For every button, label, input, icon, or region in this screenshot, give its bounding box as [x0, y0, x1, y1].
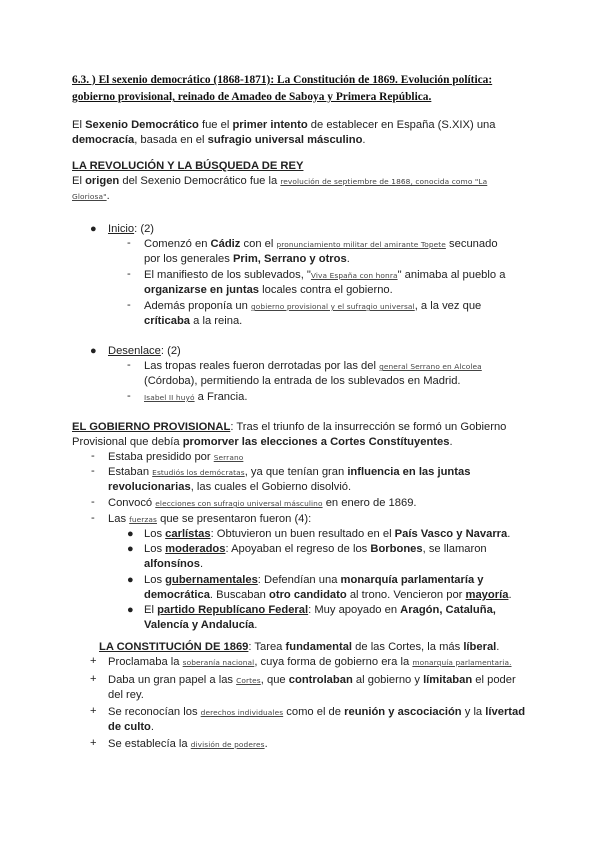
- gobierno-item-3: [108, 496, 417, 511]
- plus-marker: +: [90, 673, 97, 685]
- bold-text: primer intento: [232, 119, 308, 131]
- bold-text: otro candidato: [269, 589, 347, 601]
- text: .: [362, 134, 366, 146]
- bold-text: fundamental: [285, 641, 353, 653]
- bold-text: carlístas: [165, 528, 211, 540]
- bold-text: sufragio universal másculino: [207, 134, 363, 146]
- text: Los: [144, 574, 166, 586]
- text: El: [144, 604, 158, 616]
- bullet-circle: ●: [127, 543, 134, 555]
- fuerza-moderados: [144, 542, 534, 572]
- text: Los: [144, 543, 166, 555]
- bold-text: controlaban: [288, 674, 353, 686]
- handwritten-annotation: revolución de septiembre de 1868, conocida como "La: [280, 177, 488, 186]
- handwritten-annotation: división de poderes: [190, 740, 265, 749]
- text: .: [150, 721, 154, 733]
- handwritten-annotation: derechos individuales: [200, 708, 284, 717]
- section-heading-revolucion: LA REVOLUCIÓN Y LA BÚSQUEDA DE REY: [72, 160, 304, 172]
- section-heading-constitucion: LA CONSTITUCIÓN DE 1869: [99, 641, 249, 653]
- text: de las Cortes, la más: [352, 641, 464, 653]
- text: , se llamaron: [422, 543, 487, 555]
- bold-text: de culto: [108, 721, 151, 733]
- text: Las tropas reales fueron derrotadas por las del: [144, 360, 380, 372]
- bold-text: democrática: [144, 589, 210, 601]
- text: , cuya forma de gobierno era la: [254, 656, 413, 668]
- text: : Tras el triunfo de la insurrección se formó un Gobierno: [230, 421, 507, 433]
- bold-text: democracía: [72, 134, 135, 146]
- text: .: [346, 253, 350, 265]
- text: Desenlace: [108, 345, 161, 357]
- text: el poder: [472, 674, 516, 686]
- bold-text: lívertad: [485, 706, 526, 718]
- text: Proclamaba la: [108, 656, 183, 668]
- text: : Muy apoyado en: [308, 604, 401, 616]
- handwritten-annotation: gobierno provisional y el sufragio universal: [250, 302, 415, 311]
- text: .: [264, 738, 268, 750]
- constitucion-item-1: [108, 655, 512, 670]
- text: " animaba al pueblo a: [397, 269, 506, 281]
- bold-text: críticaba: [144, 315, 191, 327]
- handwritten-annotation: pronunciamiento militar del amirante Topete: [276, 240, 446, 249]
- bold-text: Aragón, Cataluña,: [400, 604, 496, 616]
- text: .: [496, 641, 500, 653]
- text: fue el: [198, 119, 233, 131]
- fuerza-carlistas: [144, 527, 510, 542]
- plus-marker: +: [90, 655, 97, 667]
- dash-marker: -: [127, 268, 131, 280]
- gobierno-paragraph: [72, 420, 532, 450]
- bullet-circle: ●: [127, 604, 134, 616]
- text: , las cuales el Gobierno disolvió.: [190, 481, 352, 493]
- bold-text: mayoría: [465, 589, 509, 601]
- revolucion-paragraph: [72, 174, 532, 204]
- text: El manifiesto de los sublevados, ": [144, 269, 311, 281]
- text: al gobierno y: [352, 674, 424, 686]
- bullet-circle: ●: [127, 574, 134, 586]
- gobierno-item-2: [108, 465, 538, 495]
- text: Provisional que debía: [72, 436, 183, 448]
- text: a la reina.: [190, 315, 243, 327]
- text: : Tarea: [248, 641, 286, 653]
- handwritten-annotation: Estudiós los demócratas: [152, 468, 245, 477]
- text: como el de: [283, 706, 345, 718]
- dash-marker: -: [91, 465, 95, 477]
- text: del rey.: [108, 689, 144, 701]
- handwritten-annotation: Viva España con honra: [310, 271, 398, 280]
- text: de establecer en España (S.XIX) una: [307, 119, 496, 131]
- dash-marker: -: [91, 512, 95, 524]
- text: Inicio: [108, 223, 135, 235]
- text: Daba un gran papel a las: [108, 674, 237, 686]
- constitucion-item-2: [108, 673, 538, 703]
- text: : Obtuvieron un buen resultado en el: [210, 528, 395, 540]
- text: .: [507, 528, 511, 540]
- bold-text: monarquía parlamentaría y: [340, 574, 484, 586]
- text: y la: [461, 706, 486, 718]
- handwritten-annotation: general Serrano en Alcolea: [379, 362, 482, 371]
- bold-text: Sexenio Democrático: [85, 119, 199, 131]
- handwritten-annotation: Cortes: [236, 676, 261, 685]
- constitucion-paragraph: [99, 640, 499, 655]
- gobierno-item-4: [108, 512, 311, 527]
- bold-text: gubernamentales: [165, 574, 258, 586]
- text: por los generales: [144, 253, 233, 265]
- bold-text: revolucionarias: [108, 481, 191, 493]
- bold-text: influencia en las juntas: [347, 466, 471, 478]
- bold-text: promorver las elecciones a Cortes Constítuyentes: [182, 436, 450, 448]
- text: a Francia.: [194, 391, 248, 403]
- constitucion-item-4: [108, 737, 268, 752]
- text: Además proponía un: [144, 300, 251, 312]
- bold-text: alfonsínos: [144, 558, 200, 570]
- text: Los: [144, 528, 166, 540]
- desenlace-item-2: [144, 390, 247, 405]
- text: . Buscaban: [209, 589, 270, 601]
- text: en enero de 1869.: [322, 497, 417, 509]
- text: : (2): [134, 223, 155, 235]
- text: .: [199, 558, 204, 570]
- handwritten-annotation: soberanía nacional: [182, 658, 255, 667]
- bullet-circle: ●: [90, 345, 97, 357]
- bold-text: partido Republícano Federal: [157, 604, 309, 616]
- fuerza-gubernamentales: [144, 573, 539, 603]
- handwritten-annotation: fuerzas: [129, 515, 157, 524]
- text: , que: [260, 674, 289, 686]
- text: secunado: [445, 238, 498, 250]
- text: .: [254, 619, 258, 631]
- inicio-item-2: [144, 268, 534, 298]
- bold-text: Cádiz: [210, 238, 241, 250]
- text: : Defendían una: [257, 574, 341, 586]
- dash-marker: -: [91, 450, 95, 462]
- bold-text: Prim, Serrano y otros: [232, 253, 347, 265]
- text: : Apoyaban el regreso de los: [225, 543, 371, 555]
- handwritten-annotation: monarquía parlamentaria.: [412, 658, 512, 667]
- text: El: [72, 119, 86, 131]
- dash-marker: -: [91, 496, 95, 508]
- text: (Córdoba), permitiendo la entrada de los sublevados en Madrid.: [144, 375, 461, 387]
- bold-text: origen: [85, 175, 120, 187]
- handwritten-annotation: elecciones con sufragio universal másculino: [155, 499, 323, 508]
- text: .: [508, 589, 512, 601]
- gobierno-item-1: [108, 450, 243, 465]
- text: que se presentaron fueron (4):: [157, 513, 312, 525]
- text: del Sexenio Democrático fue la: [119, 175, 281, 187]
- text: con el: [240, 238, 277, 250]
- document-title: 6.3. ) El sexenio democrático (1868-1871): La Constitución de 1869. Evolución política: gobierno provisional, reinado de Amadeo de Saboya y Primera República.: [72, 74, 493, 103]
- text: : (2): [160, 345, 181, 357]
- text: .: [449, 436, 453, 448]
- plus-marker: +: [90, 705, 97, 717]
- text: al trono. Vencieron por: [346, 589, 466, 601]
- text: Convocó: [108, 497, 156, 509]
- bold-text: reunión y ascociación: [344, 706, 462, 718]
- handwritten-annotation: Gloriosa": [72, 192, 107, 201]
- bold-text: líberal: [463, 641, 497, 653]
- bold-text: Valencía y Andalucía: [144, 619, 255, 631]
- text: , basada en el: [134, 134, 208, 146]
- text: .: [106, 190, 110, 202]
- text: Las: [108, 513, 130, 525]
- fuerza-republicanos: [144, 603, 534, 633]
- text: Se reconocían los: [108, 706, 201, 718]
- dash-marker: -: [127, 237, 131, 249]
- inicio-item-3: [144, 299, 534, 329]
- dash-marker: -: [127, 359, 131, 371]
- bold-text: Borbones: [370, 543, 423, 555]
- constitucion-item-3: [108, 705, 538, 735]
- bold-text: límitaban: [423, 674, 473, 686]
- plus-marker: +: [90, 737, 97, 749]
- bullet-circle: ●: [127, 528, 134, 540]
- text: Comenzó en: [144, 238, 211, 250]
- text: , a la vez que: [414, 300, 482, 312]
- dash-marker: -: [127, 390, 131, 402]
- bold-text: País Vasco y Navarra: [394, 528, 508, 540]
- inicio-label: [108, 222, 154, 237]
- desenlace-label: [108, 344, 181, 359]
- text: , ya que tenían gran: [244, 466, 348, 478]
- bold-text: organizarse en juntas: [144, 284, 260, 296]
- text: Se establecía la: [108, 738, 191, 750]
- bold-text: moderados: [165, 543, 226, 555]
- handwritten-annotation: Serrano: [213, 453, 244, 462]
- inicio-item-1: [144, 237, 534, 267]
- dash-marker: -: [127, 299, 131, 311]
- text: locales contra el gobierno.: [259, 284, 393, 296]
- handwritten-annotation: Isabel II huyó: [144, 393, 195, 402]
- intro-paragraph: [72, 118, 532, 148]
- desenlace-item-1: [144, 359, 534, 389]
- text: El: [72, 175, 86, 187]
- section-heading-gobierno: EL GOBIERNO PROVISIONAL: [72, 421, 231, 433]
- bullet-circle: ●: [90, 223, 97, 235]
- text: Estaban: [108, 466, 153, 478]
- text: Estaba presidido por: [108, 451, 214, 463]
